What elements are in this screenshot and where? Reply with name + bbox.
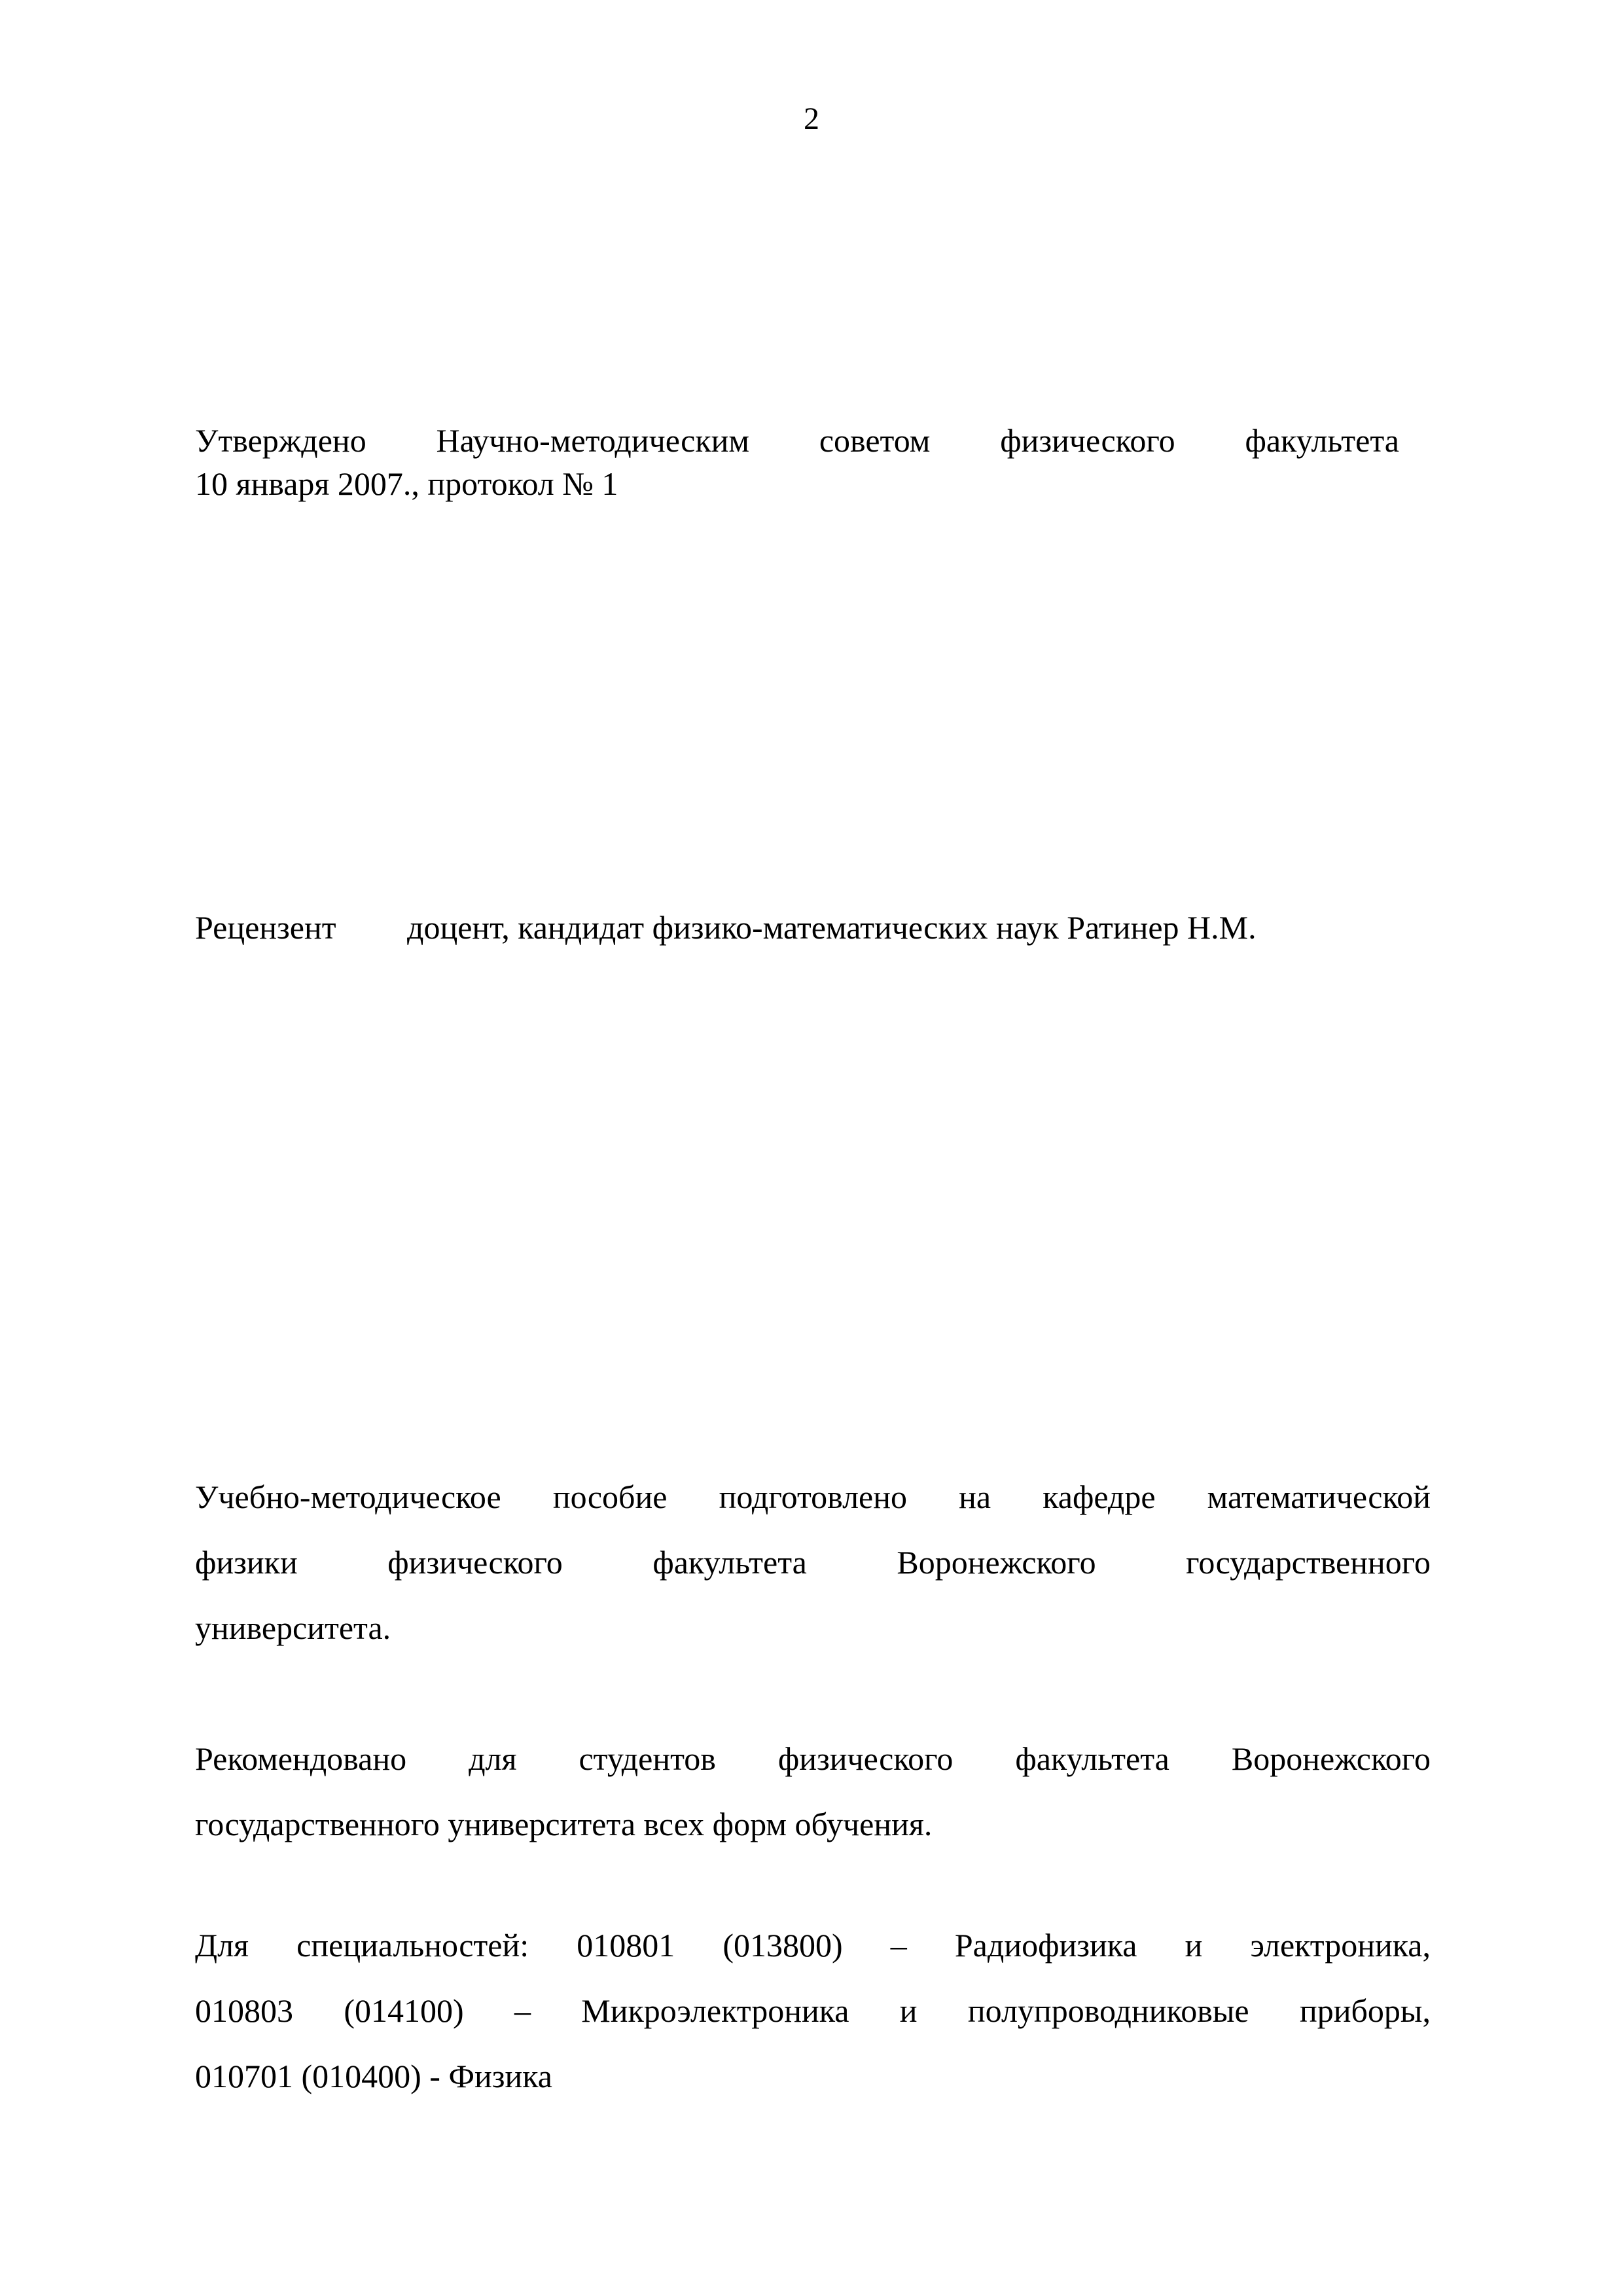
approval-note <box>195 419 1431 505</box>
recommended-paragraph <box>195 1726 1431 1857</box>
specialties-paragraph <box>195 1912 1431 2109</box>
prepared-paragraph <box>195 1464 1431 1660</box>
page-number: 2 <box>804 101 819 136</box>
specialties-line-3: 010701 (010400) - Физика <box>195 2058 552 2094</box>
approval-line-2: 10 января 2007., протокол № 1 <box>195 465 618 502</box>
reviewer-line <box>195 906 1431 948</box>
recommended-line-1: Рекомендовано для студентов физического факультета Воронежского <box>195 1740 1431 1777</box>
prepared-line-1: Учебно-методическое пособие подготовлено на кафедре математической <box>195 1479 1431 1515</box>
specialties-line-1: Для специальностей: 010801 (013800) – Радиофизика и электроника, <box>195 1927 1431 1964</box>
reviewer-text: доцент, кандидат физико-математических наук Ратинер Н.М. <box>407 909 1257 946</box>
approval-line-1: Утверждено Научно-методическим советом физического факультета <box>195 422 1399 459</box>
recommended-line-2: государственного университета всех форм обучения. <box>195 1806 933 1842</box>
reviewer-label: Рецензент <box>195 909 336 946</box>
prepared-line-2: физики физического факультета Воронежского государственного <box>195 1544 1431 1581</box>
specialties-line-2: 010803 (014100) – Микроэлектроника и полупроводниковые приборы, <box>195 1992 1431 2029</box>
prepared-line-3: университета. <box>195 1609 391 1646</box>
